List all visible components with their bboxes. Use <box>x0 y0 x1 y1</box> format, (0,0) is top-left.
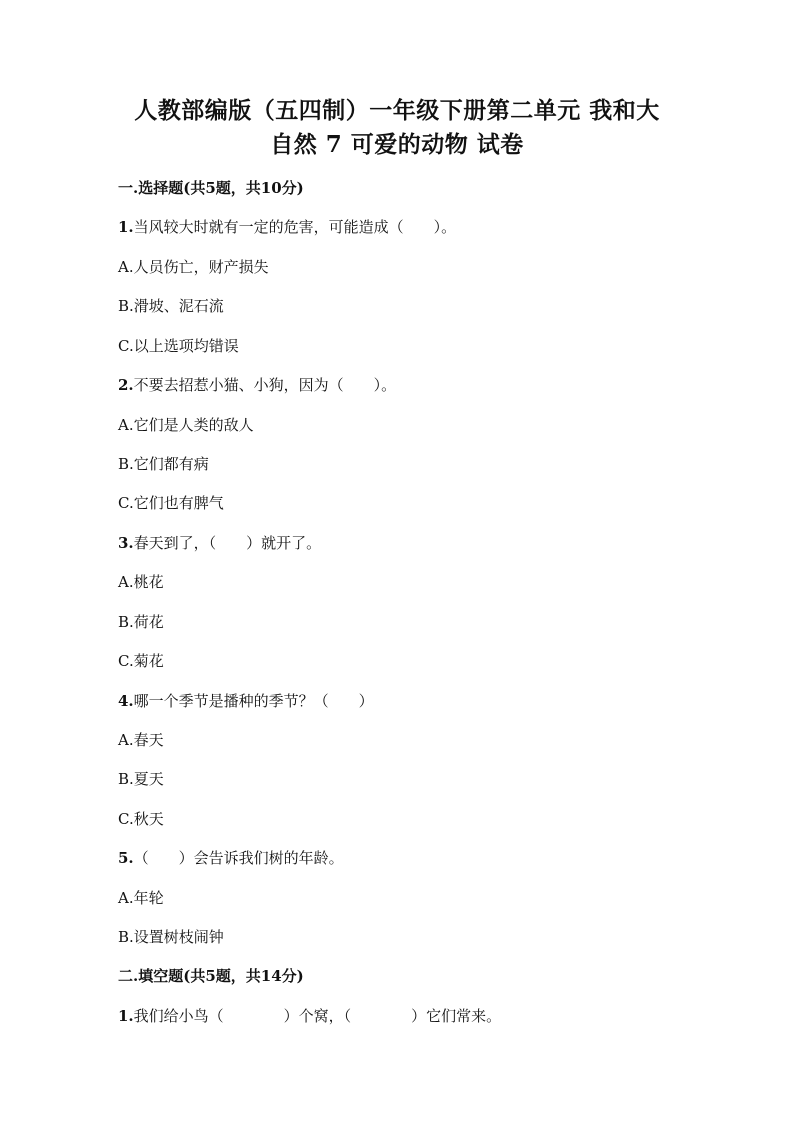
question-2 <box>118 374 396 396</box>
question-number: 3. <box>118 534 134 552</box>
question-1 <box>118 216 456 238</box>
question-text: 春天到了，（ ）就开了。 <box>133 534 322 552</box>
question-number: 1. <box>118 218 134 236</box>
fill-question-1 <box>118 1005 501 1027</box>
question-text: 我们给小鸟（ ）个窝，（ ）它们常来。 <box>133 1007 502 1025</box>
q4-option-b: B.夏天 <box>118 770 164 788</box>
question-text: 哪一个季节是播种的季节？（ ） <box>133 692 374 710</box>
q2-option-b: B.它们都有病 <box>118 455 209 473</box>
question-text: 不要去招惹小猫、小狗，因为（ ）。 <box>133 376 397 394</box>
question-text: （ ）会告诉我们树的年龄。 <box>133 849 344 867</box>
q1-option-c: C.以上选项均错误 <box>118 337 239 355</box>
question-3 <box>118 532 321 554</box>
question-5 <box>118 847 344 869</box>
q2-option-c: C.它们也有脾气 <box>118 494 224 512</box>
question-number: 4. <box>118 692 134 710</box>
q3-option-b: B.荷花 <box>118 613 164 631</box>
q4-option-a: A.春天 <box>118 731 164 749</box>
q2-option-a: A.它们是人类的敌人 <box>118 416 254 434</box>
section-heading-choice: 一.选择题(共5题，共10分) <box>118 179 304 197</box>
question-number: 2. <box>118 376 134 394</box>
document-title-line-1: 人教部编版（五四制）一年级下册第二单元 我和大 <box>134 97 660 124</box>
q5-option-b: B.设置树枝闹钟 <box>118 928 224 946</box>
document-title-line-2: 自然 7 可爱的动物 试卷 <box>270 131 524 158</box>
question-number: 5. <box>118 849 134 867</box>
q5-option-a: A.年轮 <box>118 889 164 907</box>
question-text: 当风较大时就有一定的危害，可能造成（ ）。 <box>133 218 457 236</box>
question-4 <box>118 690 374 712</box>
q4-option-c: C.秋天 <box>118 810 164 828</box>
q3-option-c: C.菊花 <box>118 652 164 670</box>
section-heading-fill-blank: 二.填空题(共5题，共14分) <box>118 967 304 985</box>
q1-option-a: A.人员伤亡，财产损失 <box>118 258 269 276</box>
q3-option-a: A.桃花 <box>118 573 164 591</box>
question-number: 1. <box>118 1007 134 1025</box>
q1-option-b: B.滑坡、泥石流 <box>118 297 224 315</box>
